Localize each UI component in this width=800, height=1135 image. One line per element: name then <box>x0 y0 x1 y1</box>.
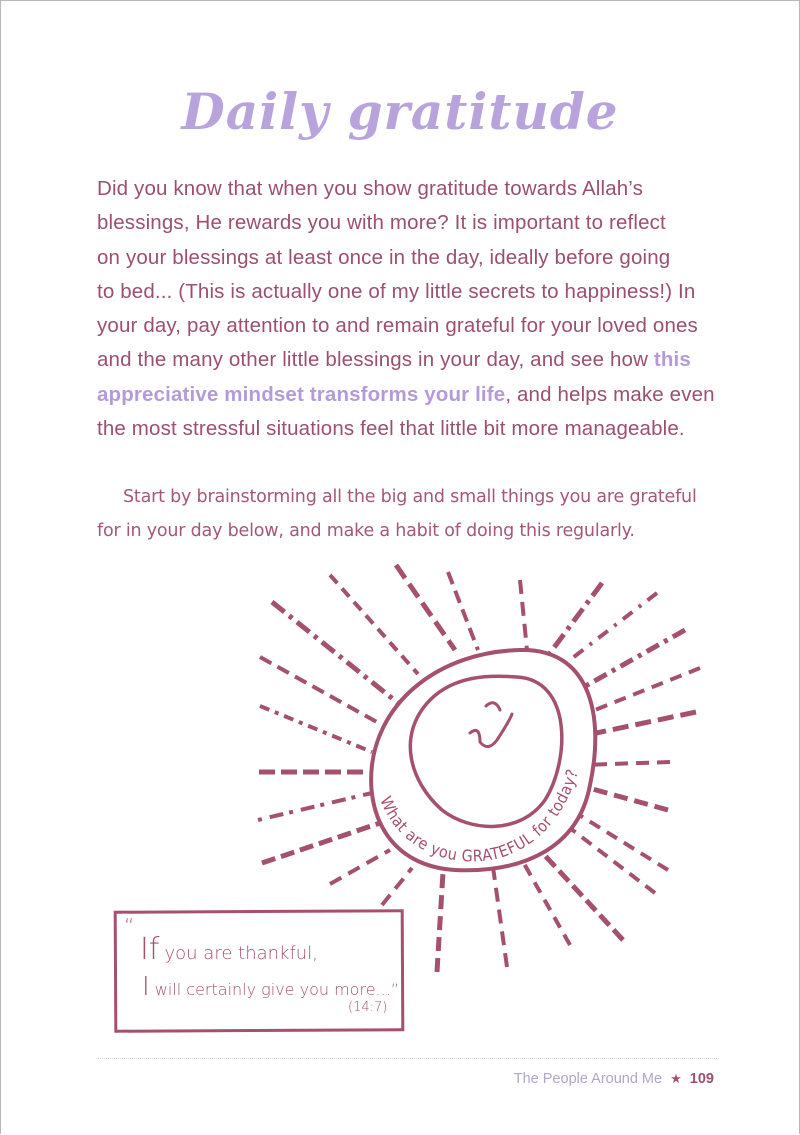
sun-ring-text: What are you GRATEFUL for today? <box>376 766 583 866</box>
quote-text: will certainly give you more...” <box>154 980 400 999</box>
paragraph-line: your day, pay attention to and remain grateful for your loved ones <box>97 314 698 338</box>
quote-reference: (14:7) <box>348 1000 388 1015</box>
paragraph-text: and the many other little blessings in your day, and see how <box>97 348 654 372</box>
quote-initial: If <box>140 932 160 967</box>
page-title: Daily gratitude <box>181 82 619 141</box>
paragraph-line: Did you know that when you show gratitude towards Allah’s <box>97 177 644 200</box>
paragraph-line: the most stressful situations feel that little bit more manageable. <box>97 417 685 441</box>
quote-initial: I <box>142 972 150 1002</box>
prompt-line: Start by brainstorming all the big and small things you are grateful <box>123 487 697 507</box>
quote-line-2 <box>142 972 399 1002</box>
paragraph-text: , and helps make even <box>505 382 715 406</box>
page-footer <box>514 1071 714 1087</box>
paragraph-line: on your blessings at least once in the day, ideally before going <box>97 245 671 269</box>
quote-text: you are thankful, <box>164 943 318 964</box>
highlight-text: this <box>653 348 691 372</box>
star-icon: ★ <box>670 1071 682 1086</box>
quote-open-mark: “ <box>124 914 135 938</box>
paragraph-line: to bed... (This is actually one of my little secrets to happiness!) In <box>97 279 696 303</box>
quote-line-1 <box>140 932 318 967</box>
footer-section-title: The People Around Me <box>513 1071 663 1087</box>
highlight-text: appreciative mindset transforms your life <box>97 382 506 406</box>
footer-divider <box>97 1058 717 1059</box>
page-number: 109 <box>689 1071 714 1087</box>
prompt-line: for in your day below, and make a habit of doing this regularly. <box>97 521 635 541</box>
paragraph-line: blessings, He rewards you with more? It is important to reflect <box>97 211 666 235</box>
